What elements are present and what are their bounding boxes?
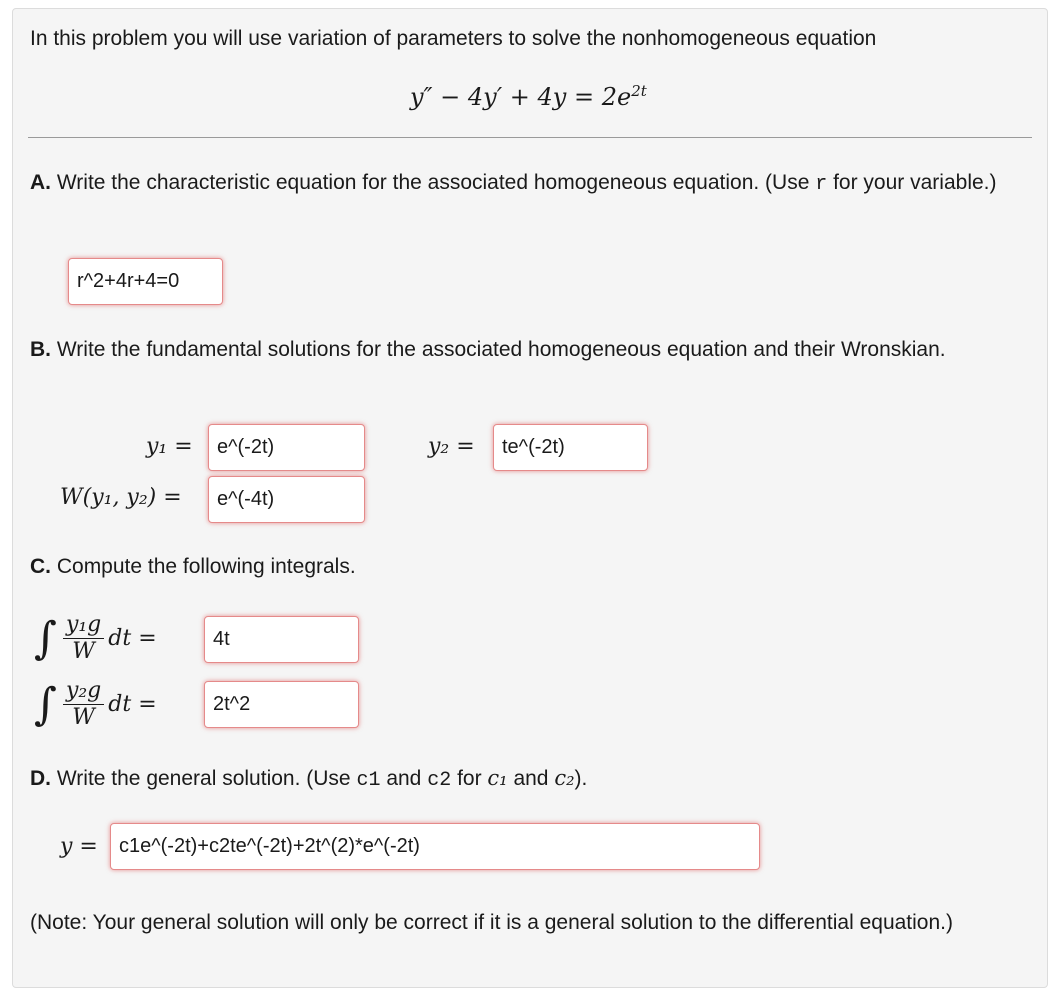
- y2-label: y₂ =: [428, 434, 475, 459]
- general-solution-input[interactable]: c1e^(-2t)+c2te^(-2t)+2t^(2)*e^(-2t): [110, 823, 760, 870]
- integral-sign-icon: ∫: [34, 678, 57, 730]
- integral-1-input[interactable]: 4t: [204, 616, 359, 663]
- integral-sign-icon: ∫: [34, 612, 57, 664]
- wronskian-input[interactable]: e^(-4t): [208, 476, 365, 523]
- note-text: (Note: Your general solution will only be correct if it is a general solution to the differential equation.): [30, 911, 953, 934]
- problem-intro: In this problem you will use variation of parameters to solve the nonhomogeneous equation: [30, 27, 877, 50]
- y1-input[interactable]: e^(-2t): [208, 424, 365, 471]
- general-solution-label: y =: [60, 834, 98, 859]
- divider: [28, 137, 1032, 138]
- wronskian-label: W(y₁, y₂) =: [60, 485, 182, 510]
- y1-label: y₁ =: [146, 434, 193, 459]
- integral-2-expression: ∫ $\frac{\text{y₂g}}{W}$ dt =: [34, 678, 157, 730]
- y2-input[interactable]: te^(-2t): [493, 424, 648, 471]
- integral-1-expression: ∫ $\frac{\text{y₁g}}{W}$ dt =: [34, 612, 157, 664]
- part-b-prompt: B. Write the fundamental solutions for the associated homogeneous equation and their Wronskian.: [30, 338, 946, 361]
- differential-equation: $y'' - 4y' + 4y = 2e^{2t}$: [410, 82, 647, 111]
- part-c-prompt: C. Compute the following integrals.: [30, 555, 356, 578]
- integral-2-input[interactable]: 2t^2: [204, 681, 359, 728]
- part-a-prompt: A. Write the characteristic equation for the associated homogeneous equation. (Use r for your variable.): [30, 171, 997, 196]
- characteristic-equation-input[interactable]: r^2+4r+4=0: [68, 258, 223, 305]
- part-d-prompt: D. Write the general solution. (Use c1 and c2 for c₁ and c₂).: [30, 766, 588, 792]
